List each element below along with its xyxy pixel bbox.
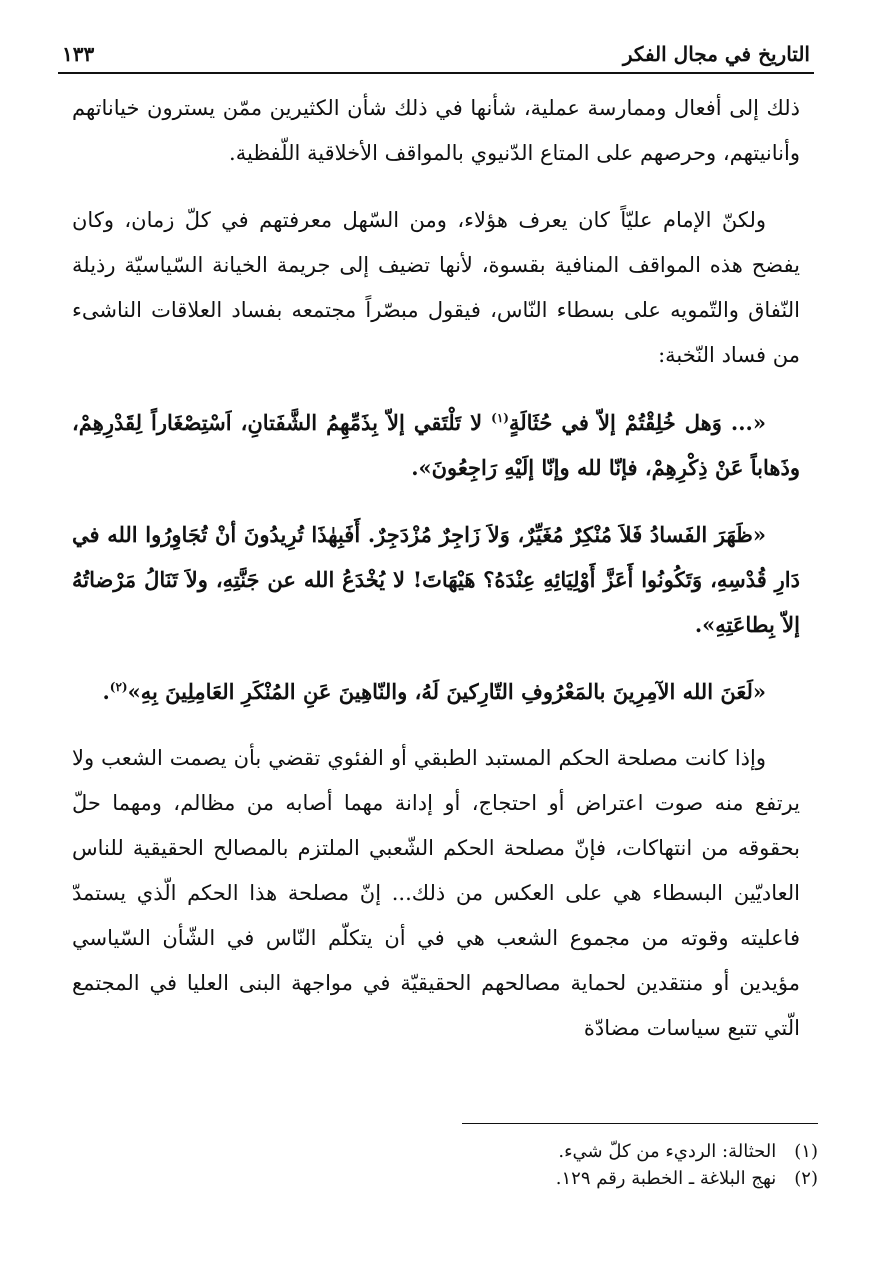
footnote-2 bbox=[60, 1165, 818, 1192]
quote-laan bbox=[72, 669, 800, 714]
quote-hutala-end: لا تَلْتَقي إلاّ بِذَمِّهِمُ الشَّفَتانِ، اَسْتِصْغَاراً لِقَدْرِهِمْ، وذَهاباً عَنْ ذِكْرِهِمْ، فإنّا لله وإنّا إلَيْهِ رَاجِعُونَ». bbox=[72, 410, 800, 480]
paragraph-continuation: ذلك إلى أفعال وممارسة عملية، شأنها في ذلك شأن الكثيرين ممّن يسترون خياناتهم وأنانيتهم، وحرصهم على المتاع الدّنيوي بالمواقف الأخلاقية اللّفظية. bbox=[72, 96, 800, 165]
paragraph-governance: وإذا كانت مصلحة الحكم المستبد الطبقي أو الفئوي تقضي بأن يصمت الشعب ولا يرتفع منه صوت اعتراض أو احتجاج، أو إدانة مهما أصابه من مظالم، ومهما حلّ بحقوقه من انتهاكات، فإنّ مصلحة الحكم الشّعبي الملتزم بالمصالح الحقيقية للناس العاديّين البسطاء هي على العكس من ذلك... إنّ مصلحة هذا الحكم الّذي يستمدّ فاعليته وقوته من مجموع الشعب هي في أن يتكلّم النّاس في الشّأن السّياسي مؤيدين أو منتقدين لحماية مصالحهم الحقيقيّة في مواجهة البنى العليا في المجتمع الّتي تتبع سياسات مضادّة bbox=[72, 746, 800, 1040]
footnote-number: (١) bbox=[794, 1141, 818, 1162]
main-text bbox=[72, 86, 800, 1051]
header-rule bbox=[58, 72, 814, 74]
quote-hutala-start: «... وَهل خُلِقْتُمْ إلاّ في حُثَالَةٍ bbox=[508, 410, 766, 435]
page-number: ١٣٣ bbox=[62, 42, 95, 66]
running-title: التاريخ في مجال الفكر bbox=[622, 42, 810, 66]
running-header bbox=[62, 30, 810, 66]
footnote-rule bbox=[462, 1123, 818, 1124]
paragraph-imam-ali: ولكنّ الإمام عليّاً كان يعرف هؤلاء، ومن السّهل معرفتهم في كلّ زمان، وكان يفضح هذه المواقف المنافية بقسوة، لأنها تضيف إلى جريمة الخيانة السّياسيّة رذيلة النّفاق والتّمويه على بسطاء النّاس، فيقول مبصّراً مجتمعه بفساد العلاقات الناشىء من فساد النّخبة: bbox=[72, 208, 800, 367]
footnote-ref-1: (١) bbox=[491, 411, 509, 425]
quote-laan-period: . bbox=[102, 679, 110, 704]
footnotes bbox=[60, 1138, 818, 1192]
quote-hutala bbox=[72, 400, 800, 490]
footnote-number: (٢) bbox=[794, 1168, 818, 1189]
footnote-1 bbox=[60, 1138, 818, 1165]
footnote-text: نهج البلاغة ـ الخطبة رقم ١٢٩. bbox=[555, 1168, 777, 1189]
footnote-ref-2: (٢) bbox=[109, 680, 128, 694]
quote-laan-text: «لَعَنَ الله الآمِرِينَ بالمَعْرُوفِ التّارِكينَ لَهُ، والنّاهِينَ عَنِ المُنْكَرِ العَامِلِينَ بِهِ» bbox=[127, 679, 766, 704]
quote-fasad: «ظَهَرَ الفَسادُ فَلاَ مُنْكِرٌ مُغَيِّرٌ، وَلاَ زَاجِرٌ مُزْدَجِرٌ. أَفَبِهٰذَا تُرِيدُونَ أنْ تُجَاوِرُوا الله في دَارِ قُدْسِهِ، وَتَكُونُوا أَعَزَّ أَوْلِيَائِهِ عِنْدَهُ؟ هَيْهَاتَ! لا يُخْدَعُ الله عن جَنَّتِهِ، ولاَ تَنَالُ مَرْضاتُهُ إلاّ بِطاعَتِهِ». bbox=[72, 522, 800, 637]
footnote-text: الحثالة: الرديء من كلّ شيء. bbox=[558, 1141, 777, 1162]
